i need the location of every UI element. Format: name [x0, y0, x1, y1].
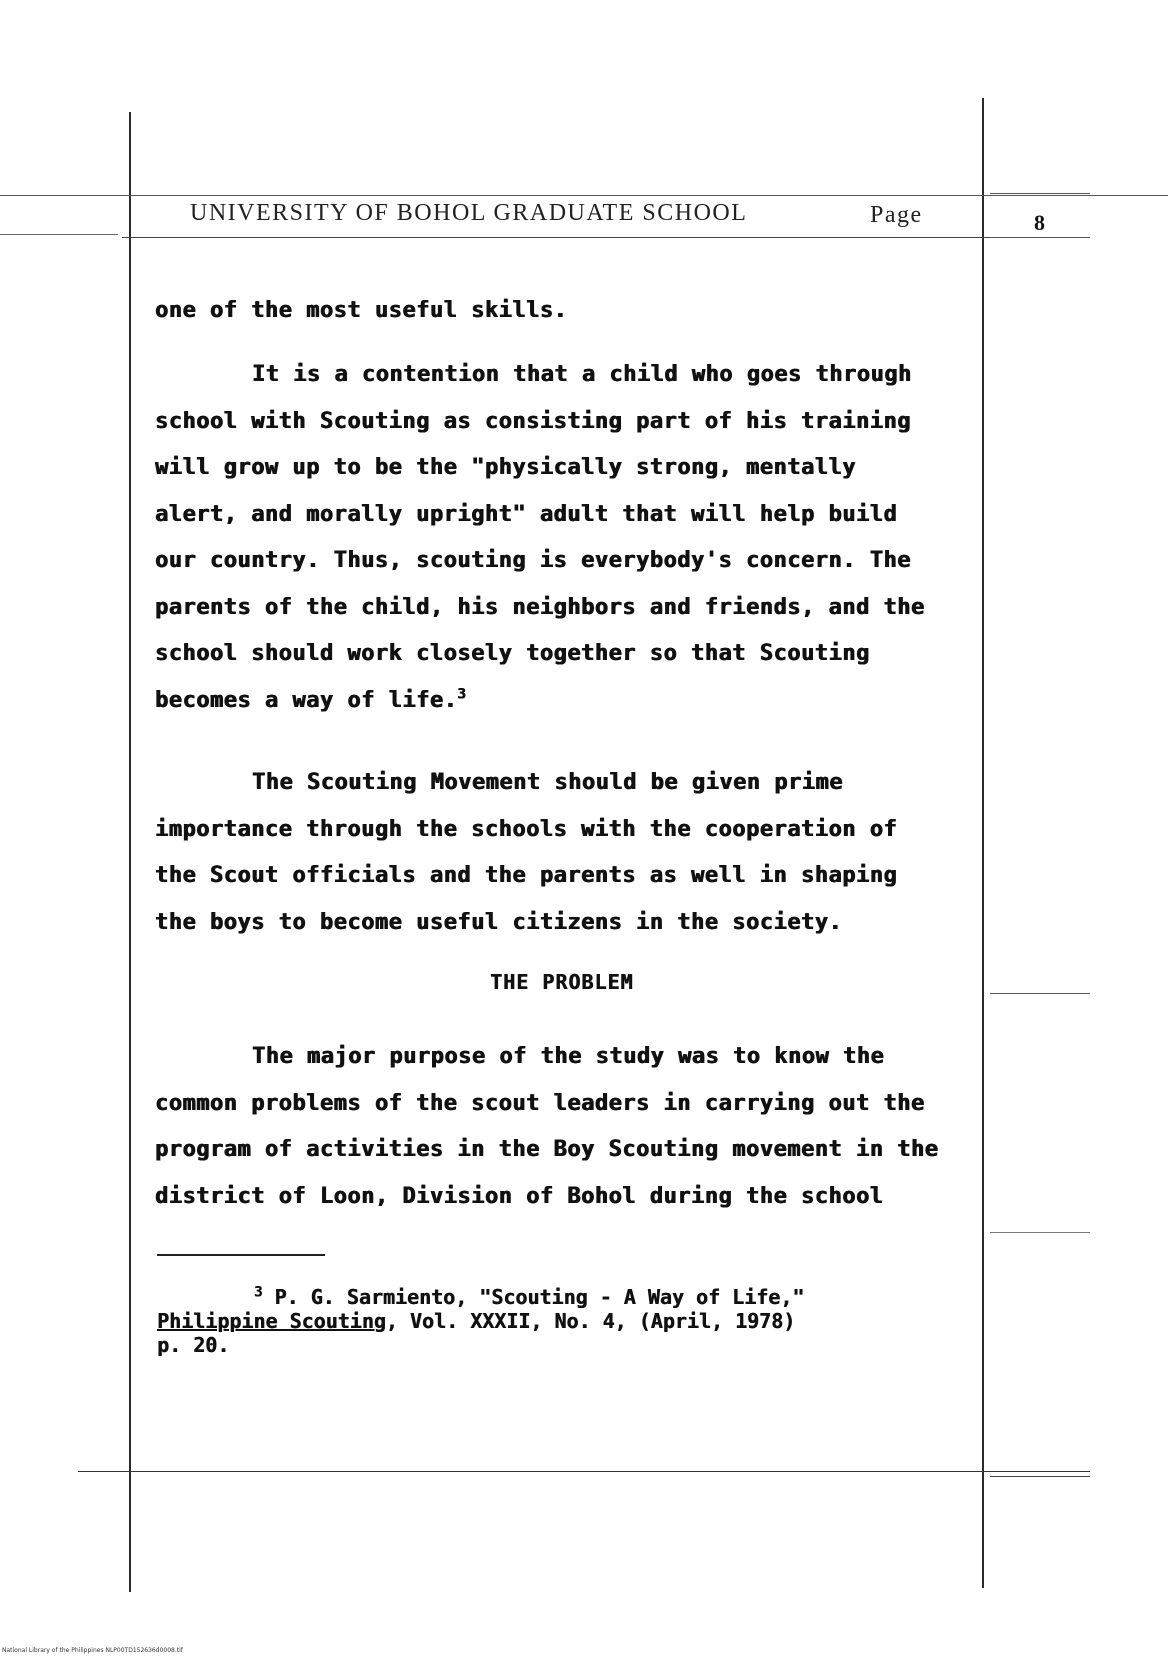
footnote-ref: 3 — [457, 686, 467, 703]
text-line: one of the most useful skills. — [155, 298, 568, 323]
right-mid-rule — [990, 993, 1090, 994]
text-line: becomes a way of life. — [155, 687, 458, 713]
section-title: THE PROBLEM — [490, 970, 634, 994]
school-name: UNIVERSITY OF BOHOL GRADUATE SCHOOL — [190, 200, 748, 226]
page-label: Page — [870, 202, 923, 228]
text-line: district of Loon, Division of Bohol during the school — [155, 1183, 884, 1209]
paragraph-2 — [155, 352, 965, 724]
text-line-with-ref — [155, 678, 965, 725]
page-number: 8 — [1034, 210, 1045, 235]
footnote-publication: Philippine Scouting — [157, 1309, 386, 1333]
footnote-line-3 — [157, 1333, 957, 1357]
footnote — [157, 1285, 957, 1357]
scan-source-label: National Library of the Philippines NLP00TD152636d0008.tif — [2, 1647, 183, 1654]
right-mid-rule-2 — [990, 1232, 1090, 1233]
bottom-rule-2 — [990, 1476, 1090, 1477]
footnote-citation: P. G. Sarmiento, "Scouting - A Way of Life," — [274, 1285, 805, 1309]
paragraph-1 — [155, 288, 965, 335]
left-stub-rule — [0, 234, 118, 235]
footnote-marker: 3 — [254, 1284, 263, 1301]
text-line: parents of the child, his neighbors and friends, and the — [155, 594, 925, 620]
paragraph-3 — [155, 760, 965, 946]
footnote-volume: , Vol. XXXII, No. 4, (April, 1978) — [385, 1309, 796, 1333]
bottom-rule — [78, 1471, 1090, 1472]
footnote-line-1 — [157, 1285, 957, 1309]
left-margin-rule — [129, 112, 131, 1592]
right-top-rule — [990, 193, 1090, 194]
text-line: common problems of the scout leaders in carrying out the — [155, 1090, 925, 1116]
footnote-separator — [157, 1254, 325, 1256]
text-line: The Scouting Movement should be given prime — [252, 770, 844, 795]
text-line: will grow up to be the "physically strong, mentally — [155, 455, 857, 480]
paragraph-4 — [155, 1034, 965, 1220]
text-line: It is a contention that a child who goes through — [252, 362, 912, 387]
text-line: school with Scouting as consisting part of his training — [155, 408, 911, 434]
text-line: school should work closely together so that Scouting — [155, 641, 870, 666]
text-line: the boys to become useful citizens in the society. — [155, 909, 843, 935]
footnote-line-2 — [157, 1309, 957, 1333]
text-line: importance through the schools with the cooperation of — [155, 816, 898, 842]
text-line: program of activities in the Boy Scouting movement in the — [155, 1137, 939, 1162]
header-top-rule — [0, 195, 1168, 196]
right-top-rule-2 — [990, 237, 1090, 238]
text-line: our country. Thus, scouting is everybody's concern. The — [155, 548, 911, 573]
text-line: the Scout officials and the parents as well in shaping — [155, 863, 898, 888]
right-margin-rule — [982, 98, 984, 1588]
text-line: The major purpose of the study was to know the — [252, 1044, 885, 1069]
header-bottom-rule — [122, 237, 996, 238]
footnote-page: p. 20. — [157, 1333, 230, 1357]
text-line: alert, and morally upright" adult that will help build — [155, 501, 898, 527]
